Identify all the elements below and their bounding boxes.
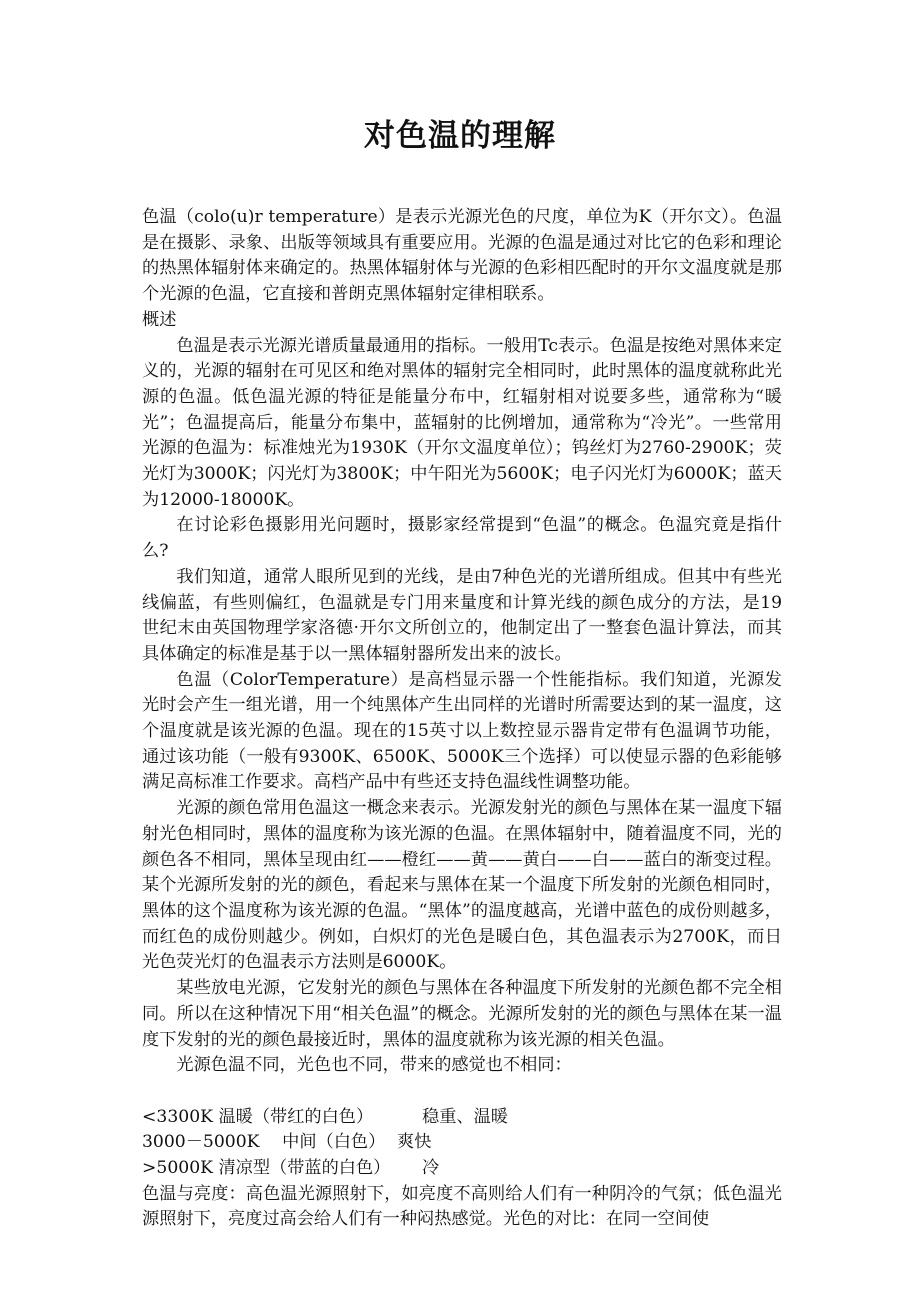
paragraph: 某些放电光源，它发射光的颜色与黑体在各种温度下所发射的光颜色都不完全相同。所以在这种情况下用“相关色温”的概念。光源所发射的光的颜色与黑体在某一温度下发射的光的颜色最接近时，黑体的温度就称为该光源的相关色温。 <box>142 978 782 1050</box>
paragraph: 光源色温不同，光色也不同，带来的感觉也不相同： <box>176 1055 572 1076</box>
paragraph: 在讨论彩色摄影用光问题时，摄影家经常提到“色温”的概念。色温究竟是指什么? <box>142 515 782 562</box>
temperature-feeling: 稳重、温暖 <box>422 1106 508 1127</box>
paragraph: 色温是表示光源光谱质量最通用的指标。一般用Tc表示。色温是按绝对黑体来定义的，光源的辐射在可见区和绝对黑体的辐射完全相同时，此时黑体的温度就称此光源的色温。低色温光源的特征是能量分布中，红辐射相对说要多些，通常称为“暖光”；色温提高后，能量分布集中，蓝辐射的比例增加，通常称为“冷光”。一些常用光源的色温为：标准烛光为1930K（开尔文温度单位）；钨丝灯为2760-2900K；荧光灯为3000K；闪光灯为3800K；中午阳光为5600K；电子闪光灯为6000K；蓝天为12000-18000K。 <box>142 335 782 510</box>
table-row <box>142 1105 782 1131</box>
temperature-range: >5000K 清凉型（带蓝的白色） <box>142 1157 391 1178</box>
table-row <box>142 1130 782 1156</box>
table-row <box>142 1156 782 1182</box>
paragraph: 色温（ColorTemperature）是高档显示器一个性能指标。我们知道，光源发光时会产生一组光谱，用一个纯黑体产生出同样的光谱时所需要达到的某一温度，这个温度就是该光源的色温。现在的15英寸以上数控显示器肯定带有色温调节功能，通过该功能（一般有9300K、6500K、5000K三个选择）可以使显示器的色彩能够满足高标准工作要求。高档产品中有些还支持色温线性调整功能。 <box>142 669 782 793</box>
temperature-range: <3300K 温暖（带红的白色） <box>142 1106 374 1127</box>
paragraph: 我们知道，通常人眼所见到的光线，是由7种色光的光谱所组成。但其中有些光线偏蓝，有些则偏红，色温就是专门用来量度和计算光线的颜色成分的方法，是19世纪末由英国物理学家洛德·开尔文所创立的，他制定出了一整套色温计算法，而其具体确定的标准是基于以一黑体辐射器所发出来的波长。 <box>142 566 782 664</box>
intro-paragraph: 色温（colo(u)r temperature）是表示光源光色的尺度，单位为K（开尔文）。色温是在摄影、录象、出版等领域具有重要应用。光源的色温是通过对比它的色彩和理论的热黑体辐射体来确定的。热黑体辐射体与光源的色彩相匹配时的开尔文温度就是那个光源的色温，它直接和普朗克黑体辐射定律相联系。 <box>142 207 782 305</box>
blank-line <box>142 1079 782 1105</box>
temperature-range: 3000－5000K 中间（白色） <box>142 1132 386 1153</box>
closing-paragraph: 色温与亮度：高色温光源照射下，如亮度不高则给人们有一种阴冷的气氛；低色温光源照射下，亮度过高会给人们有一种闷热感觉。光色的对比：在同一空间使 <box>142 1183 782 1230</box>
temperature-feeling: 冷 <box>422 1157 440 1178</box>
overview-heading: 概述 <box>142 309 177 330</box>
document-body <box>142 205 782 1233</box>
paragraph: 光源的颜色常用色温这一概念来表示。光源发射光的颜色与黑体在某一温度下辐射光色相同时，黑体的温度称为该光源的色温。在黑体辐射中，随着温度不同，光的颜色各不相同，黑体呈现由红——橙红——黄——黄白——白——蓝白的渐变过程。某个光源所发射的光的颜色，看起来与黑体在某一个温度下所发射的光颜色相同时，黑体的这个温度称为该光源的色温。“黑体”的温度越高，光谱中蓝色的成份则越多，而红色的成份则越少。例如，白炽灯的光色是暖白色，其色温表示为2700K，而日光色荧光灯的色温表示方法则是6000K。 <box>142 798 782 973</box>
color-temperature-table <box>142 1105 782 1182</box>
page-title: 对色温的理解 <box>364 118 556 154</box>
temperature-feeling: 爽快 <box>397 1132 432 1153</box>
